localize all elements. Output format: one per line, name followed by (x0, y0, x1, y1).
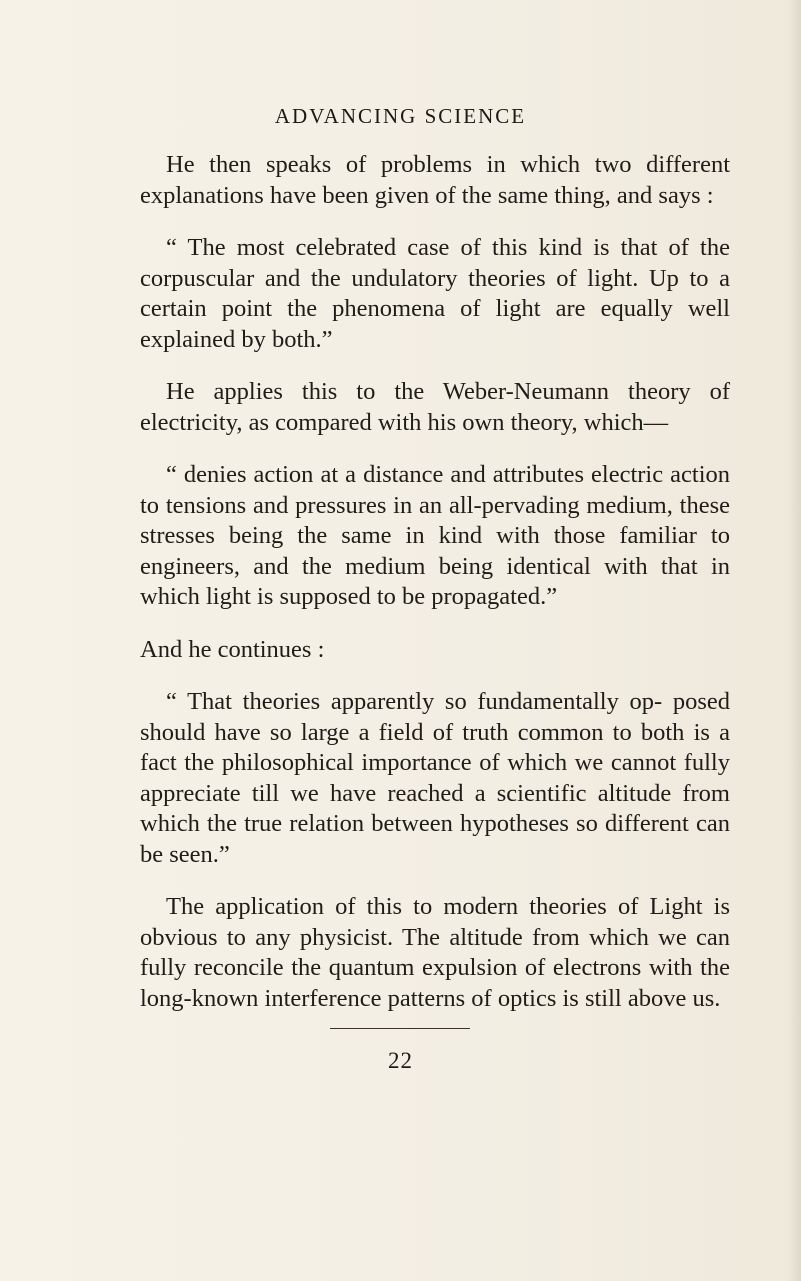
body-text (140, 150, 730, 1014)
quotation-3: “ That theories apparently so fundamentally op- posed should have so large a field of truth common to both is a fact the philosophical importance of which we cannot fully appreciate till we have reached a scientific altitude from which the true relation between hypotheses so different can be seen.” (140, 688, 730, 868)
paragraph-1: He then speaks of problems in which two different explanations have been given of the same thing, and says : (140, 151, 730, 209)
footer-rule (330, 1028, 470, 1029)
page-number: 22 (388, 1048, 413, 1073)
quotation-1: “ The most celebrated case of this kind is that of the corpuscular and the undulatory theories of light. Up to a certain point the phenomena of light are equally well explained by both.” (140, 234, 730, 353)
paragraph-4: The application of this to modern theories of Light is obvious to any physicist. The altitude from which we can fully reconcile the quantum expulsion of electrons with the long-known interference patterns of optics is still above us. (140, 893, 730, 1012)
paragraph-2: He applies this to the Weber-Neumann theory of electricity, as compared with his own theory, which— (140, 378, 730, 436)
page-edge-shadow (787, 0, 801, 1281)
running-head: ADVANCING SCIENCE (274, 104, 527, 128)
quotation-2: “ denies action at a distance and attributes electric action to tensions and pressures in an all-pervading medium, these stresses being the same in kind with those familiar to engineers, and the medium being identical with that in which light is supposed to be propagated.” (140, 461, 730, 610)
paragraph-3: And he continues : (140, 635, 325, 663)
